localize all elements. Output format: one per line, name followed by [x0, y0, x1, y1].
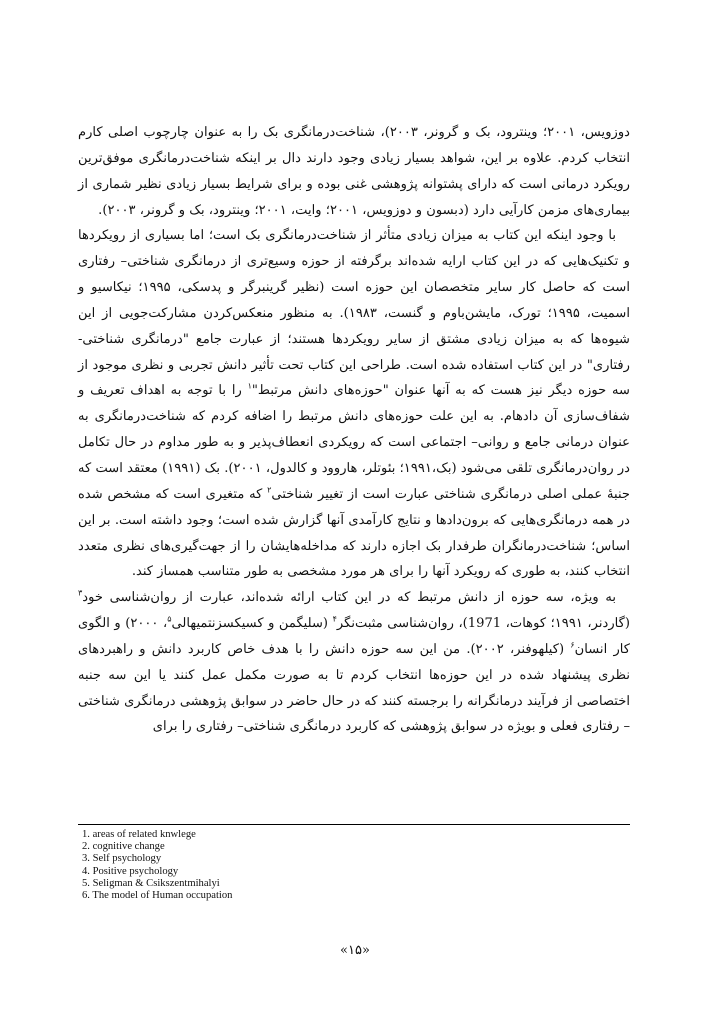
paragraph-text: را با توجه به اهداف تعریف و شفاف‌سازی آن دادهام. به این علت حوزه‌های دانش مرتبط را اضافه کردم که شناخت‌درمانگری به عنوان درمانی جامع و روانی– اجتماعی است که رویکردی انعطاف‌پذیر و به طور مداوم در حال تکامل در روان‌درمانگری تلقی می‌شود (بک،۱۹۹۱؛ بئوتلر، هاروود و کالدول، ۲۰۰۱). بک (۱۹۹۱) معتقد است که جنبهٔ عملی اصلی درمانگری شناختی عبارت است از تغییر شناختی [78, 383, 631, 502]
footnote-marker: ۱ [247, 382, 252, 392]
footnote-3: 3. Self psychology [82, 853, 162, 865]
footnote-marker: ۲ [267, 485, 272, 495]
footnote-marker: ۴ [332, 614, 337, 624]
footnote-marker: ۶ [570, 640, 575, 650]
page-number: «۱۵» [340, 943, 370, 958]
paragraph-text: که متغیری است که مشخص شده در همه درمانگری‌هایی که برون‌دادها و نتایج کارآمدی آنها گزارش شده است؛ وجود داشته است. بر این اساس؛ شناخت‌درمانگران طرفدار بک اجازه دارند که مداخله‌هایشان را از جهت‌گیری‌های نظری متعدد انتخاب کنند، به طوری که رویکرد آنها را برای هر مورد مشخصی به طور متناسب همساز کند. [78, 486, 630, 580]
footnote-1: 1. areas of related knwlege [82, 829, 196, 840]
paragraph-2 [78, 223, 630, 585]
footnote-marker: ۵ [167, 614, 172, 624]
footnote-marker: ۳ [78, 588, 83, 598]
footnotes [82, 829, 622, 902]
footnote-6: 6. The model of Human occupation [82, 890, 233, 902]
footnote-divider [78, 824, 630, 825]
paragraph-text: با وجود اینکه این کتاب به میزان زیادی متأثر از شناخت‌درمانگری بک است؛ اما بسیاری از رویکردها و تکنیک‌هایی که در این کتاب ارایه شده‌اند برگرفته از حوزه وسیع‌تری از درمانگری شناختی– رفتاری است که حاصل کار سایر متخصصان این حوزه است (نظیر گرینبرگر و پدسکی، ۱۹۹۵؛ نیکاسیو و اسمیت، ۱۹۹۵؛ تورک، مایشن‌باوم و گنست، ۱۹۸۳). به منظور منعکس‌کردن مشارکت‌جویی از این شیوه‌ها که به میزان زیادی مشتق از سایر رویکردها هستند؛ از عبارت جامع "درمانگری شناختی- رفتاری" در این کتاب استفاده شده است. طراحی این کتاب تحت تأثیر دانش تجربی و نظری موجود از سه حوزه دیگر نیز هست که به آنها عنوان "حوزه‌های دانش مرتبط" [78, 228, 630, 399]
paragraph-text: (کیلهوفنر، ۲۰۰۲). من این سه حوزه دانش را با هدف خاص کاربرد دانش و راهبردهای نظری پیشنهاد شده در این حوزه‌ها انتخاب کردم تا به صورت مکمل عمل کنند یا این سه جنبه اختصاصی از فرآیند درمانگرانه را برجسته کنند که در حال حاضر در سوابق پژوهشی درمانگری شناختی – رفتاری فعلی و بویژه در سوابق پژوهشی که کاربرد درمانگری شناختی– رفتاری را برای [78, 641, 630, 735]
footnote-4: 4. Positive psychology [82, 865, 179, 877]
paragraph-3 [78, 585, 630, 740]
paragraph-text: دوزویس، ۲۰۰۱؛ وینترود، بک و گرونر، ۲۰۰۳)، شناخت‌درمانگری بک را به عنوان چارچوب اصلی کارم انتخاب کردم. علاوه بر این، شواهد بسیار زیادی وجود دارند دال بر اینکه شناخت‌درمانگری موفق‌ترین رویکرد درمانی است که دارای پشتوانه پژوهشی غنی بوده و برای شرایط بسیار زیادی نظیر شماری از بیماری‌های مزمن کارآیی دارد (دبسون و دوزویس، ۲۰۰۱؛ وایت، ۲۰۰۱؛ وینترود، بک و گرونر، ۲۰۰۳). [78, 125, 631, 218]
paragraph-text: (گاردنر، ۱۹۹۱؛ کوهات، 1971)، روان‌شناسی مثبت‌نگر [336, 616, 630, 632]
paragraph-text: به ویژه، سه حوزه از دانش مرتبط که در این کتاب ارائه شده‌اند، عبارت از روان‌شناسی خود [82, 590, 616, 606]
paragraph-text: ، ۲۰۰۰) و الگوی کار انسان [78, 616, 630, 657]
footnote-5: 5. Seligman & Csikszentmihalyi [82, 877, 220, 889]
body-text [78, 120, 630, 740]
footnote-2: 2. cognitive change [82, 841, 165, 853]
paragraph-text: (سلیگمن و کسیکسزنتمیهالی [171, 616, 333, 632]
paragraph-1 [78, 120, 630, 223]
